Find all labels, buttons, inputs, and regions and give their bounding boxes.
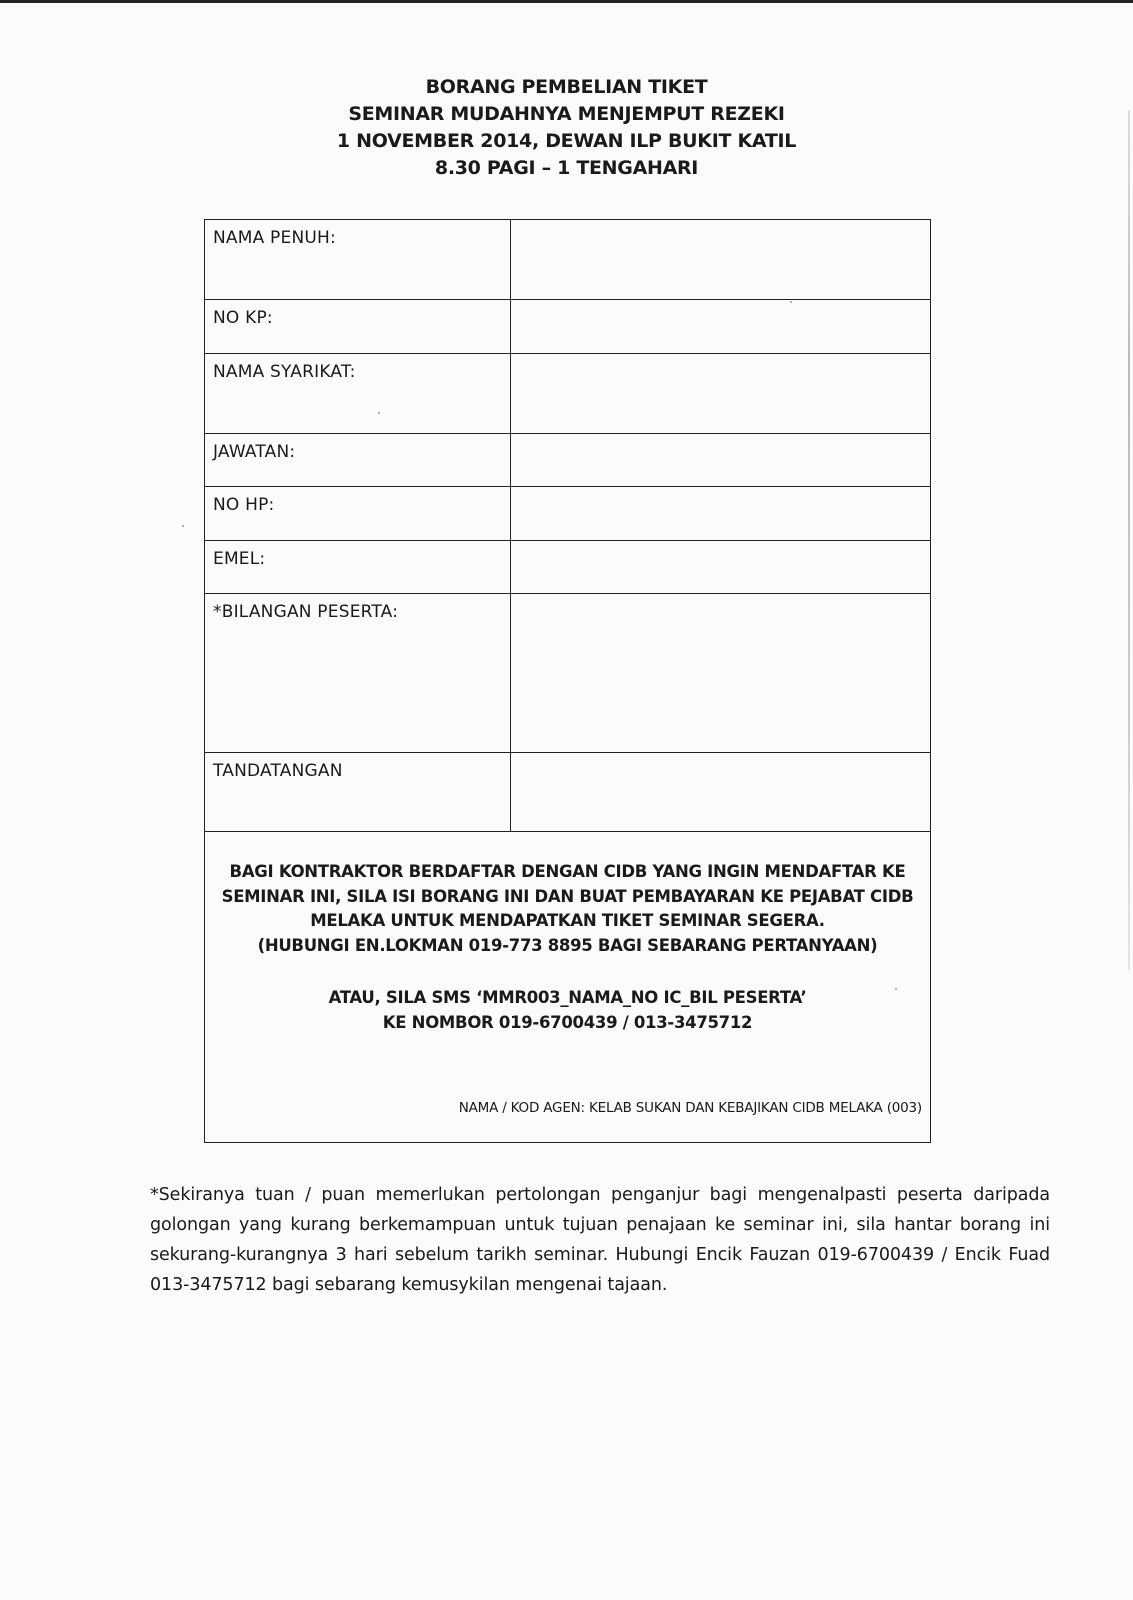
instruction-line: (HUBUNGI EN.LOKMAN 019-773 8895 BAGI SEBARANG PERTANYAAN) bbox=[257, 935, 878, 955]
company-name-label: NAMA SYARIKAT: bbox=[205, 354, 511, 433]
scan-right-edge bbox=[1128, 110, 1130, 970]
signature-label: TANDATANGAN bbox=[205, 753, 511, 831]
form-row-signature bbox=[205, 753, 930, 832]
participant-count-field[interactable] bbox=[511, 594, 930, 752]
document-title bbox=[0, 74, 1133, 182]
sms-line: ATAU, SILA SMS ‘MMR003_NAMA_NO IC_BIL PESERTA’ bbox=[328, 988, 807, 1007]
scan-speck bbox=[182, 525, 184, 527]
form-row-ic-number bbox=[205, 300, 930, 354]
title-line-2: SEMINAR MUDAHNYA MENJEMPUT REZEKI bbox=[348, 103, 785, 125]
form-row-company-name bbox=[205, 354, 930, 434]
email-field[interactable] bbox=[511, 541, 930, 593]
form-row-full-name bbox=[205, 220, 930, 300]
company-name-field[interactable] bbox=[511, 354, 930, 433]
position-label: JAWATAN: bbox=[205, 434, 511, 486]
scan-top-edge bbox=[0, 0, 1133, 3]
ic-number-label: NO KP: bbox=[205, 300, 511, 353]
participant-count-label: *BILANGAN PESERTA: bbox=[205, 594, 511, 752]
phone-field[interactable] bbox=[511, 487, 930, 540]
email-label: EMEL: bbox=[205, 541, 511, 593]
position-field[interactable] bbox=[511, 434, 930, 486]
full-name-label: NAMA PENUH: bbox=[205, 220, 511, 299]
form-row-email bbox=[205, 541, 930, 594]
instruction-line: SEMINAR INI, SILA ISI BORANG INI DAN BUAT PEMBAYARAN KE PEJABAT CIDB bbox=[221, 886, 914, 906]
sponsorship-footnote: *Sekiranya tuan / puan memerlukan pertolongan penganjur bagi mengenalpasti peserta daripada golongan yang kurang berkemampuan untuk tujuan penajaan ke seminar ini, sila hantar borang ini sekurang-kurangnya 3 hari sebelum tarikh seminar. Hubungi Encik Fauzan 019-6700439 / Encik Fuad 013-3475712 bagi sebarang kemusykilan mengenai tajaan. bbox=[150, 1185, 1050, 1295]
instruction-line: BAGI KONTRAKTOR BERDAFTAR DENGAN CIDB YANG INGIN MENDAFTAR KE bbox=[229, 862, 906, 881]
form-row-participant-count bbox=[205, 594, 930, 753]
title-line-3: 1 NOVEMBER 2014, DEWAN ILP BUKIT KATIL bbox=[336, 130, 797, 152]
ticket-form-table bbox=[204, 219, 931, 1143]
instruction-line: MELAKA UNTUK MENDAPATKAN TIKET SEMINAR SEGERA. bbox=[310, 911, 825, 930]
title-line-1: BORANG PEMBELIAN TIKET bbox=[425, 76, 708, 98]
sms-line: KE NOMBOR 019-6700439 / 013-3475712 bbox=[382, 1012, 753, 1032]
contractor-instructions bbox=[205, 860, 930, 958]
instructions-cell bbox=[205, 832, 930, 1142]
sms-instructions bbox=[205, 986, 930, 1035]
phone-label: NO HP: bbox=[205, 487, 511, 540]
form-row-position bbox=[205, 434, 930, 487]
full-name-field[interactable] bbox=[511, 220, 930, 299]
form-row-phone bbox=[205, 487, 930, 541]
ic-number-field[interactable] bbox=[511, 300, 930, 353]
signature-field[interactable] bbox=[511, 753, 930, 831]
title-line-4: 8.30 PAGI – 1 TENGAHARI bbox=[434, 157, 699, 179]
agent-code-text: NAMA / KOD AGEN: KELAB SUKAN DAN KEBAJIKAN CIDB MELAKA (003) bbox=[458, 1100, 922, 1116]
